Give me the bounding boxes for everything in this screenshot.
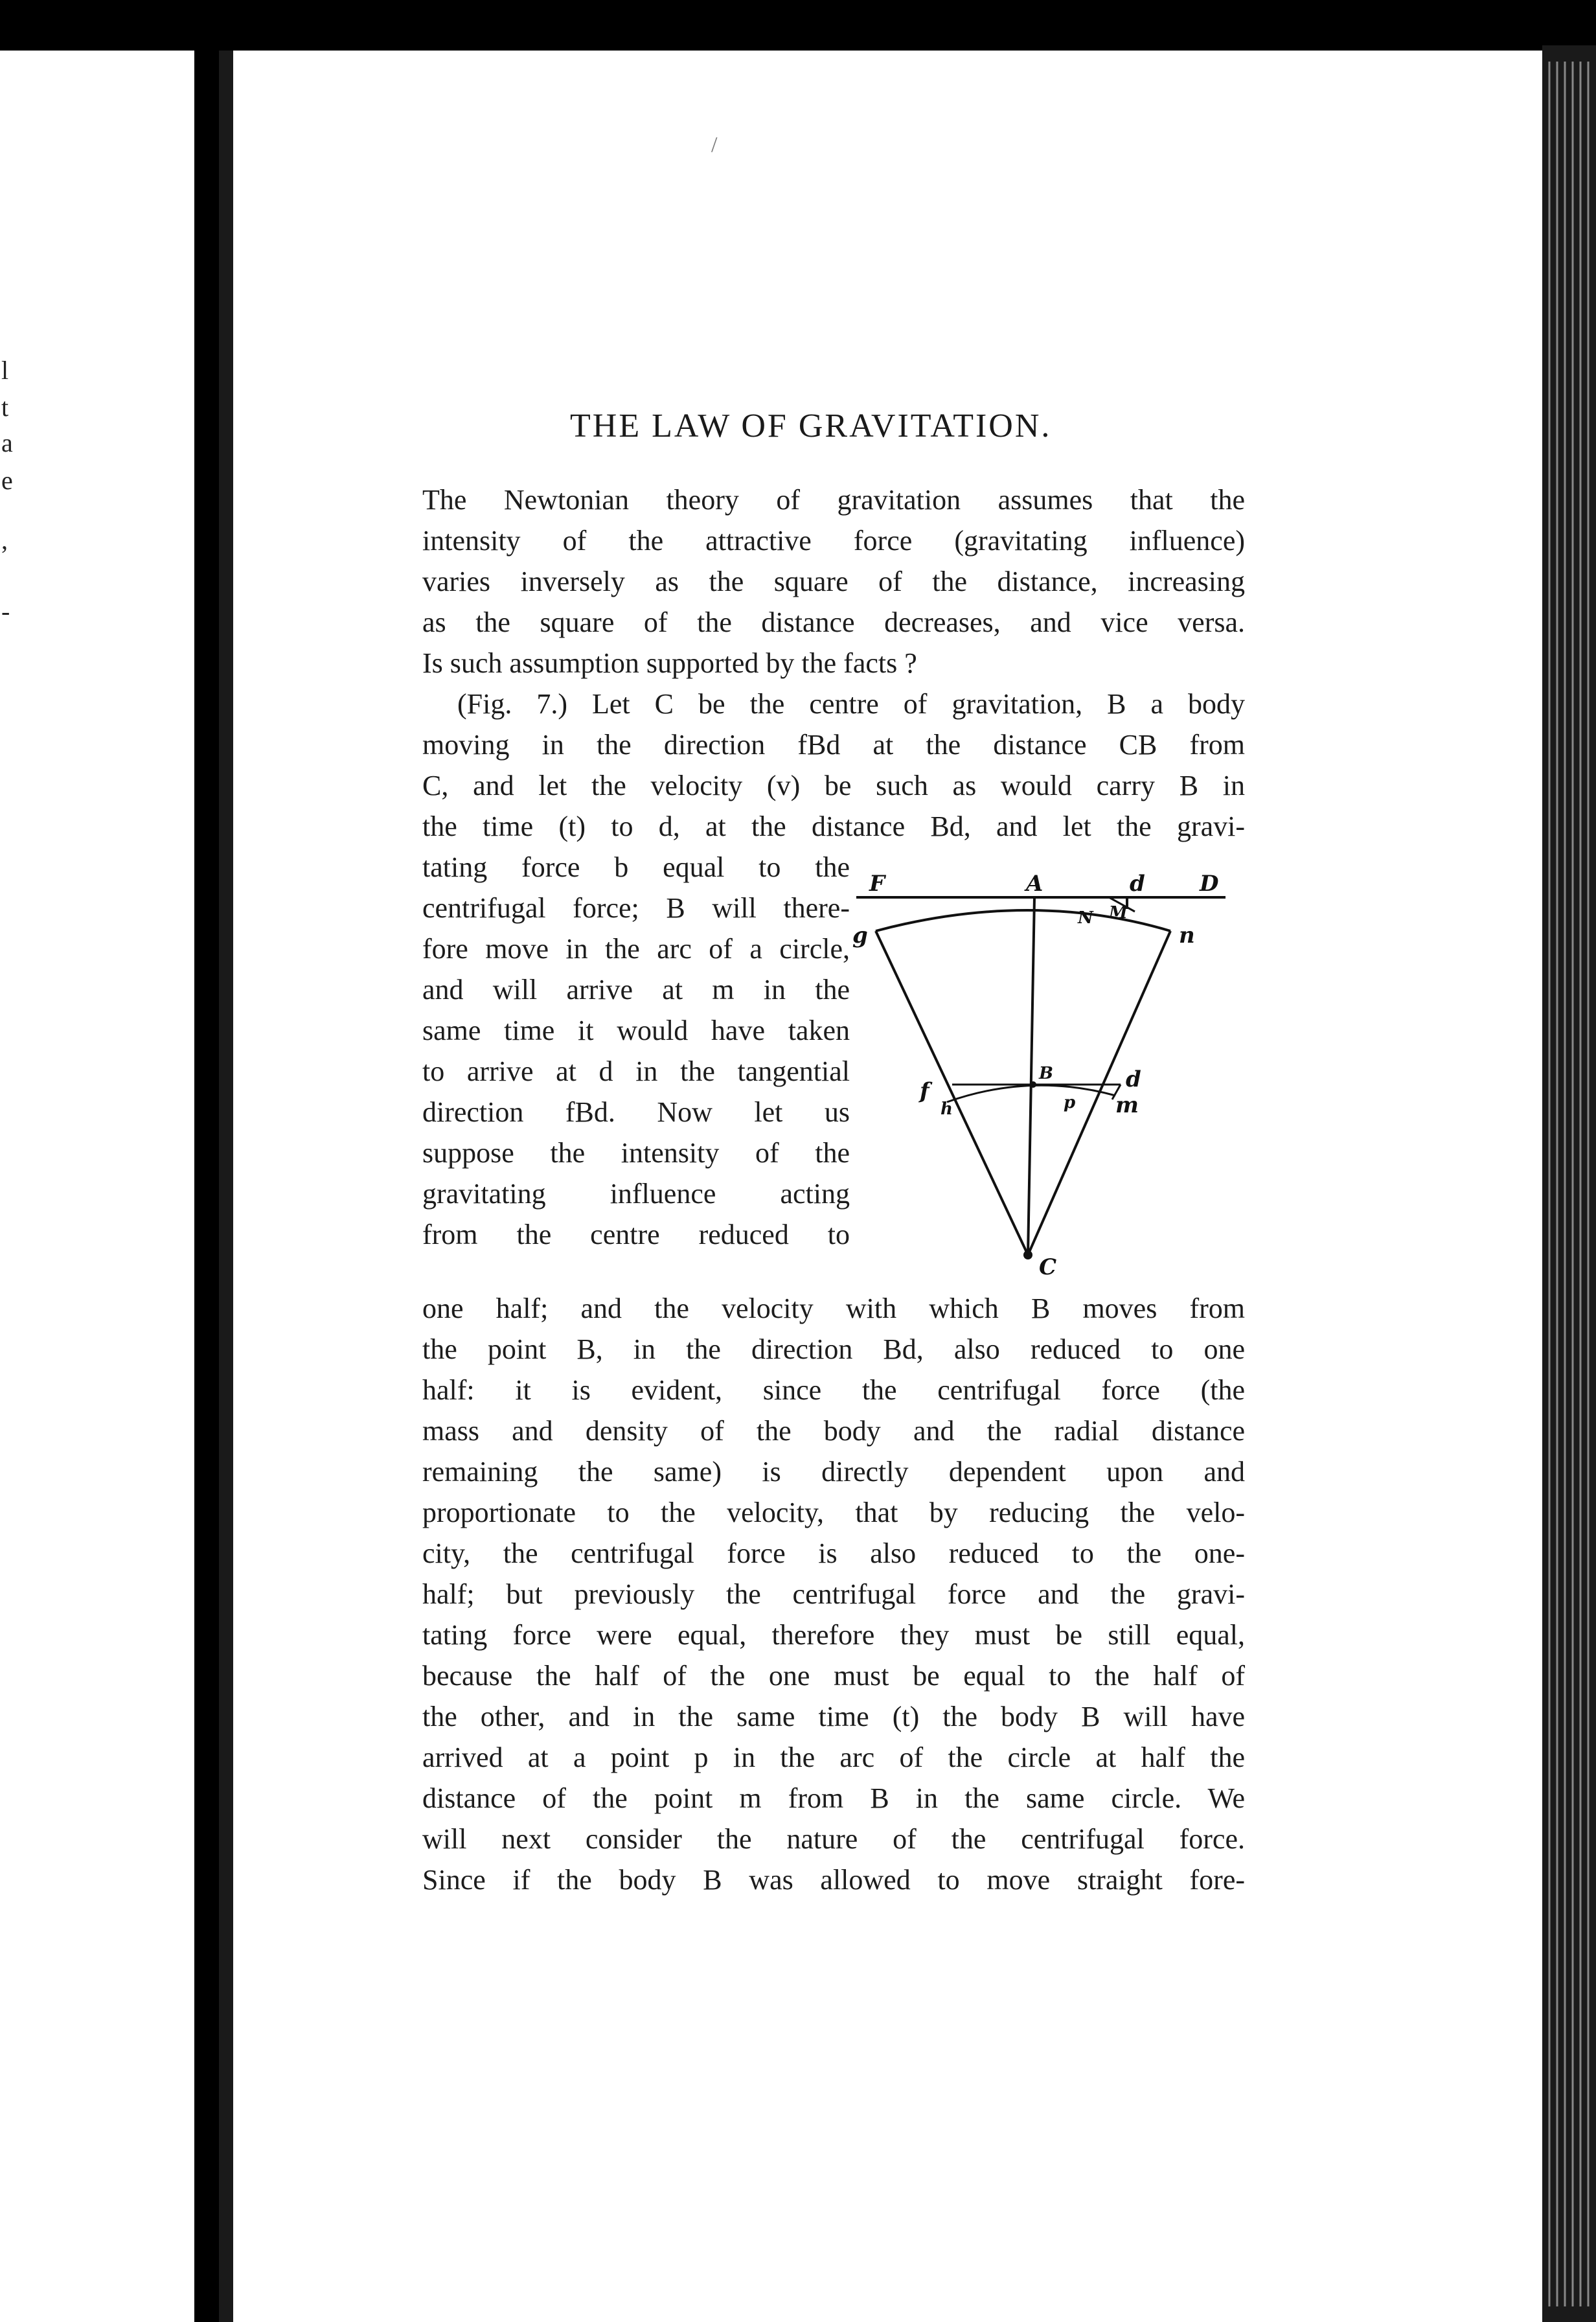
body-line: intensity of the attractive force (gravitating influence): [422, 525, 1245, 557]
label-F: F: [869, 871, 885, 897]
body-line: mass and density of the body and the radial distance: [422, 1415, 1245, 1447]
label-N: N: [1078, 908, 1093, 928]
body-line: arrived at a point p in the arc of the circle at half the: [422, 1742, 1245, 1773]
left-page-mark: l: [1, 356, 9, 385]
body-line: the point B, in the direction Bd, also reduced to one: [422, 1333, 1245, 1365]
body-line: gravitating influence acting: [422, 1178, 850, 1210]
label-m: m: [1115, 1092, 1139, 1118]
figure-7-diagram: [850, 858, 1246, 1286]
body-line: from the centre reduced to: [422, 1219, 850, 1250]
stray-mark: /: [711, 133, 718, 157]
body-line: distance of the point m from B in the same circle. We: [422, 1782, 1245, 1814]
left-page-mark: a: [1, 428, 13, 457]
body-line: remaining the same) is directly dependent upon and: [422, 1456, 1245, 1488]
label-M: M: [1109, 903, 1128, 923]
radius-nC: [1028, 931, 1170, 1255]
left-page-edge: [0, 51, 194, 2322]
body-line: fore move in the arc of a circle,: [422, 933, 850, 965]
body-line: the other, and in the same time (t) the body B will have: [422, 1701, 1245, 1732]
page-title: THE LAW OF GRAVITATION.: [570, 408, 1052, 444]
radius-gC: [876, 931, 1028, 1255]
body-line: centrifugal force; B will there-: [422, 892, 850, 924]
gravitation-diagram-svg: [850, 858, 1246, 1286]
left-page-mark: t: [1, 393, 9, 422]
body-line: C, and let the velocity (v) be such as would carry B in: [422, 770, 1245, 801]
body-line: as the square of the distance decreases, and vice versa.: [422, 606, 1245, 638]
body-line: city, the centrifugal force is also reduced to the one-: [422, 1537, 1245, 1569]
body-line: Since if the body B was allowed to move straight fore-: [422, 1864, 1245, 1896]
body-line: suppose the intensity of the: [422, 1137, 850, 1169]
body-line: proportionate to the velocity, that by reducing the velo-: [422, 1497, 1245, 1528]
body-line: The Newtonian theory of gravitation assumes that the: [422, 484, 1245, 516]
centre-point-C: [1023, 1250, 1032, 1259]
label-C: C: [1039, 1254, 1057, 1280]
body-line: will next consider the nature of the centrifugal force.: [422, 1823, 1245, 1855]
label-p: p: [1064, 1093, 1076, 1112]
label-n: n: [1179, 923, 1195, 948]
body-line: direction fBd. Now let us: [422, 1096, 850, 1128]
body-line: half; but previously the centrifugal force and the gravi-: [422, 1578, 1245, 1610]
label-d-top: d: [1130, 871, 1145, 897]
body-line: varies inversely as the square of the distance, increasing: [422, 566, 1245, 597]
radius-AC: [1028, 897, 1034, 1255]
left-page-mark: -: [1, 597, 10, 626]
body-line: to arrive at d in the tangential: [422, 1055, 850, 1087]
body-line: Is such assumption supported by the facts ?: [422, 647, 917, 679]
left-page-mark: ,: [1, 525, 8, 555]
body-line: and will arrive at m in the: [422, 974, 850, 1006]
body-line: because the half of the one must be equal to the half of: [422, 1660, 1245, 1692]
body-line: same time it would have taken: [422, 1015, 850, 1046]
label-d: d: [1126, 1066, 1141, 1092]
left-page-mark: e: [1, 466, 13, 495]
label-f: f: [920, 1078, 929, 1104]
body-line: tating force b equal to the: [422, 851, 850, 883]
label-h: h: [940, 1099, 953, 1119]
body-line: the time (t) to d, at the distance Bd, and let the gravi-: [422, 810, 1245, 842]
label-B: B: [1039, 1064, 1053, 1083]
body-point-B: [1030, 1081, 1036, 1088]
label-D: D: [1200, 871, 1219, 897]
body-line: one half; and the velocity with which B moves from: [422, 1293, 1245, 1324]
gutter-shadow: [219, 51, 233, 2322]
body-line: half: it is evident, since the centrifugal force (the: [422, 1374, 1245, 1406]
body-line: (Fig. 7.) Let C be the centre of gravitation, B a body: [457, 688, 1245, 720]
body-line: moving in the direction fBd at the distance CB from: [422, 729, 1245, 761]
label-g: g: [852, 923, 868, 948]
label-A: A: [1026, 871, 1043, 897]
body-line: tating force were equal, therefore they must be still equal,: [422, 1619, 1245, 1651]
